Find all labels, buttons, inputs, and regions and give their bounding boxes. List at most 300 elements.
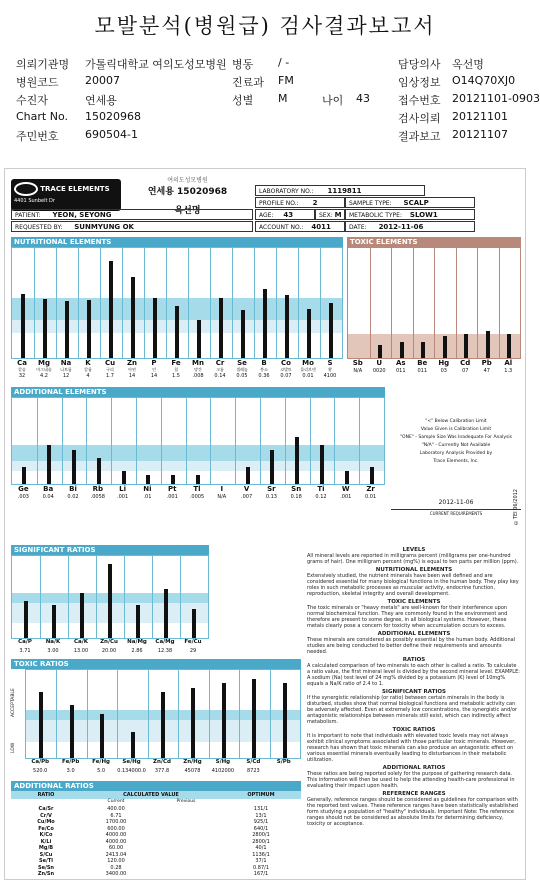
ratio-bar (136, 605, 140, 638)
element-name: 칼슘 (18, 367, 26, 372)
element-bar (295, 437, 299, 484)
ratio-label: Zn/Cu (100, 639, 118, 645)
element-symbol: Be (417, 359, 428, 367)
element-value: .001 (166, 494, 178, 500)
note-heading: ADDITIONAL RATIOS (382, 765, 446, 771)
ar-current: 2413.04 (105, 851, 127, 858)
ratio-bar (70, 705, 74, 758)
element-bar (400, 342, 404, 359)
toxic-chart (347, 247, 521, 359)
element-value: N/A (217, 494, 227, 500)
ratio-label: Na/Mg (127, 639, 147, 645)
grid-line (359, 398, 360, 484)
element-value: .0005 (189, 494, 205, 500)
element-value: 47 (483, 368, 490, 374)
element-value: 0.12 (315, 494, 327, 500)
ref-band-light (12, 461, 384, 471)
hdr-key3: 검사의뢰 (398, 112, 441, 125)
hdr-val2: FM (278, 74, 294, 87)
element-symbol: Ca (17, 359, 27, 367)
grid-line (254, 248, 255, 358)
ratio-value: 377.8 (154, 768, 170, 774)
significant-ratios-labels (11, 639, 209, 657)
grid-line (40, 556, 41, 638)
report-date (391, 499, 521, 516)
ratio-value: 13.00 (73, 648, 89, 654)
element-bar (146, 475, 150, 484)
ar-optimum: 2800/1 (252, 832, 270, 838)
element-value: .003 (17, 494, 29, 500)
element-symbol: Hg (438, 359, 450, 367)
additional-ratios-title: ADDITIONAL RATIOS (11, 781, 301, 791)
element-bar (219, 298, 223, 359)
ar-optimum: 40/1 (255, 845, 267, 851)
ar-ratio: Ca/Sr (38, 806, 54, 812)
hdr-val1: 15020968 (85, 110, 141, 123)
hdr-key1: 수진자 (16, 94, 48, 107)
legend-line: Value Given is Calibration Limit (420, 427, 492, 432)
toxic-ratios-labels (25, 759, 301, 777)
grid-line (456, 248, 457, 358)
element-symbol: Al (504, 359, 513, 367)
element-symbol: Mg (38, 359, 50, 367)
element-name: 크롬 (216, 367, 224, 372)
grid-line (122, 248, 123, 358)
grid-line (477, 248, 478, 358)
element-bar (421, 342, 425, 359)
explanation-notes (307, 545, 521, 879)
stamp-doctor: 옥선명 (174, 206, 201, 216)
element-bar (345, 471, 349, 484)
element-name: 인 (152, 367, 156, 372)
hdr-val1: 연세용 (85, 94, 117, 107)
ar-optimum: 37/1 (255, 858, 267, 864)
logo-mark-icon (14, 182, 38, 196)
ratio-label: Ca/Pb (31, 759, 50, 765)
ratio-label: S/Pb (276, 759, 291, 765)
grid-line (56, 248, 57, 358)
grid-line (178, 670, 179, 758)
element-name: 아연 (128, 367, 136, 372)
element-symbol: Pb (481, 359, 492, 367)
stamp-name: 연세용 15020968 (147, 187, 228, 197)
logo-text: TRACE ELEMENTS (40, 185, 110, 193)
element-symbol: Li (119, 485, 127, 493)
grid-line (210, 398, 211, 484)
note-text: Generally, reference ranges should be considered as guidelines for comparison with the reported test values. These reference ranges have been statistically established form studying a population of "healthy" individuals. Important Note: The reference ranges should not be considered as absolute limits for determining deficiency, toxicity or acceptance. (307, 797, 519, 827)
element-value: 1.7 (106, 373, 114, 379)
element-bar (464, 334, 468, 358)
toxic-ratios-title: TOXIC RATIOS (11, 659, 301, 669)
element-bar (196, 475, 200, 484)
element-symbol: Mn (192, 359, 204, 367)
ar-ratio: Cu/Mo (37, 819, 55, 825)
grid-line (56, 670, 57, 758)
ar-current: 400.00 (107, 806, 125, 812)
grid-line (148, 670, 149, 758)
element-symbol: K (85, 359, 91, 367)
ar-current: 0.28 (110, 864, 122, 871)
ratio-value: 8723 (246, 768, 260, 774)
ref-band (12, 445, 384, 460)
ratio-value: 20.00 (101, 648, 117, 654)
ar-current: 6.71 (110, 812, 122, 819)
stamp-hospital: 여의도성모병원 (167, 177, 208, 184)
note-text: If the synergistic relationship (or ratio) between certain minerals in the body is disturbed, studies show that normal biological functions and metabolic activity can be adversely affected. Even at extremely low concentrations, the synergistic and/or antagonistic relationships between minerals still exist, which can indirectly affect metabolism. (307, 695, 518, 725)
element-symbol: Ni (143, 485, 152, 493)
ratio-bar (131, 732, 135, 758)
element-value: 0.36 (258, 373, 270, 379)
ar-optimum: 131/1 (253, 806, 269, 812)
element-value: 011 (395, 368, 406, 374)
element-value: 4100 (323, 373, 337, 379)
element-name: 망간 (194, 367, 202, 372)
ar-optimum: 167/1 (253, 871, 269, 877)
ratio-value: 12.38 (157, 648, 173, 654)
grid-line (87, 670, 88, 758)
element-symbol: Ba (43, 485, 54, 493)
element-symbol: Sr (267, 485, 276, 493)
element-symbol: W (341, 485, 350, 493)
element-symbol: Ge (18, 485, 29, 493)
grid-line (161, 398, 162, 484)
grid-line (86, 398, 87, 484)
element-value: .01 (143, 494, 152, 500)
element-symbol: Zr (366, 485, 375, 493)
element-symbol: Rb (92, 485, 103, 493)
copyright: ©TEI 06/2012 (513, 489, 519, 526)
ratio-value: 3.0 (66, 768, 75, 774)
note-text: It is important to note that individuals with elevated toxic levels may not always exhibit clinical symptoms associated with those particular toxic minerals. However, research has shown that toxic minerals can also produce an antagonistic effect on various essential minerals eventually leading to disturbances in their metabolic utilization. (307, 733, 516, 763)
element-bar (21, 294, 25, 358)
element-symbol: U (376, 359, 383, 367)
hdr-val3: 옥선명 (452, 58, 484, 71)
element-bar (175, 306, 179, 358)
hdr-key2: 성별 (232, 94, 254, 107)
element-value: 12 (62, 373, 70, 379)
hair-analysis-report (4, 168, 526, 880)
element-symbol: Ti (317, 485, 325, 493)
element-symbol: Cd (460, 359, 471, 367)
element-name: 붕소 (260, 367, 268, 372)
element-bar (270, 450, 274, 484)
element-value: N/A (353, 368, 363, 374)
significant-ratios-title: SIGNIFICANT RATIOS (11, 545, 209, 555)
element-value: 0.01 (302, 373, 314, 379)
element-bar (378, 345, 382, 358)
element-value: 0020 (372, 368, 386, 374)
profile-box: PROFILE NO.: 2 (255, 197, 345, 208)
side-label-low: LOW (11, 742, 16, 753)
grid-line (136, 398, 137, 484)
element-value: 32 (18, 373, 26, 379)
element-name: 몰리브덴 (300, 367, 316, 372)
ar-current: 600.00 (107, 825, 125, 832)
element-bar (131, 277, 135, 358)
grid-line (520, 248, 521, 358)
grid-line (276, 248, 277, 358)
element-symbol: Bi (69, 485, 77, 493)
ar-ratio: K/Li (40, 838, 52, 845)
element-symbol: Cr (215, 359, 225, 367)
ar-head-calc: CALCULATED VALUE (81, 791, 221, 799)
grid-line (232, 248, 233, 358)
metabolic-box: METABOLIC TYPE: SLOW1 (345, 209, 475, 220)
element-value: 0.18 (290, 494, 302, 500)
ar-sub-current: Current (107, 799, 125, 804)
ar-optimum: 13/1 (255, 812, 267, 819)
requested-box: REQUESTED BY: SUNMYUNG OK (11, 221, 253, 232)
ar-optimum: 925/1 (253, 819, 269, 825)
note-heading: LEVELS (402, 547, 426, 553)
hdr-val1: 20007 (85, 74, 120, 87)
ar-ratio: Se/Tl (39, 858, 53, 864)
ar-current: 120.00 (107, 858, 125, 864)
lab-no-box: LABORATORY NO.: 1119811 (255, 185, 425, 196)
note-heading: REFERENCE RANGES (382, 791, 446, 797)
hdr-key2: 병동 (232, 58, 254, 71)
grid-line (166, 248, 167, 358)
element-value: 0.01 (365, 494, 377, 500)
grid-line (117, 670, 118, 758)
ratio-label: S/Cd (246, 759, 261, 765)
grid-line (62, 398, 63, 484)
element-value: 4 (86, 373, 90, 379)
hdr-val2b: 43 (356, 92, 370, 105)
note-heading: RATIOS (402, 657, 426, 663)
ratio-bar (161, 692, 165, 758)
account-box: ACCOUNT NO.: 4011 (255, 221, 345, 232)
grid-line (111, 398, 112, 484)
element-bar (97, 458, 101, 484)
toxic-ratio-side (11, 669, 23, 759)
element-value: 03 (440, 368, 447, 374)
element-symbol: P (151, 359, 157, 367)
significant-ratios-chart (11, 555, 209, 639)
ratio-label: Ca/Mg (155, 639, 175, 645)
note-heading: TOXIC RATIOS (392, 727, 436, 733)
ar-sub-previous: Previous (176, 799, 196, 804)
grid-line (210, 248, 211, 358)
element-bar (329, 303, 333, 358)
hdr-val1: 가톨릭대학교 여의도성모병원 (85, 58, 227, 71)
grid-line (434, 248, 435, 358)
ratio-label: Se/Hg (122, 759, 141, 765)
legend-line: "N/A" - Currently Not Available (421, 443, 491, 448)
grid-line (78, 248, 79, 358)
element-bar (171, 475, 175, 484)
grid-line (384, 398, 385, 484)
element-value: .008 (192, 373, 204, 379)
grid-line (186, 398, 187, 484)
ar-ratio: Zn/Sn (37, 871, 55, 877)
legend-notes (391, 419, 521, 467)
ratio-value: 0.134000.0 (117, 768, 146, 774)
grid-line (320, 248, 321, 358)
element-value: 0.04 (42, 494, 54, 500)
ratio-label: Zn/Cd (153, 759, 171, 765)
ratio-bar (283, 683, 287, 758)
ratio-bar (252, 679, 256, 758)
element-symbol: Tl (193, 485, 201, 493)
ratio-bar (24, 601, 28, 638)
element-bar (507, 334, 511, 358)
element-name: 철 (174, 367, 178, 372)
ratio-value: 3.71 (19, 648, 31, 654)
element-bar (320, 445, 324, 484)
grid-line (188, 248, 189, 358)
element-symbol: Co (281, 359, 291, 367)
ratio-bar (191, 688, 195, 758)
ratio-label: Ca/P (18, 639, 32, 645)
element-name: 나트륨 (60, 367, 72, 372)
hdr-key1: 의뢰기관명 (16, 58, 70, 71)
element-value: 1.5 (172, 373, 180, 379)
hdr-key1: 병원코드 (16, 76, 59, 89)
element-bar (197, 320, 201, 359)
hdr-key1: Chart No. (16, 110, 68, 123)
element-value: .001 (340, 494, 352, 500)
ratio-value: 4102000 (211, 768, 235, 774)
ratio-bar (222, 683, 226, 758)
hdr-key3: 담당의사 (398, 58, 441, 71)
element-name: 황 (328, 367, 332, 372)
element-bar (307, 309, 311, 359)
ar-optimum: 640/1 (253, 825, 269, 832)
ar-current: 3400.00 (105, 871, 127, 877)
element-value: 1.3 (504, 368, 513, 374)
ar-head-ratio: RATIO (11, 791, 81, 799)
trace-elements-logo (11, 179, 121, 211)
age-box: AGE: 43 (255, 209, 315, 220)
ar-ratio: Cr/V (40, 812, 52, 819)
ar-current: 4000.00 (105, 838, 127, 845)
hdr-key3: 결과보고 (398, 130, 441, 143)
element-name: 마그네슘 (36, 367, 52, 372)
element-symbol: As (395, 359, 406, 367)
element-name: 셀레늄 (236, 367, 248, 372)
legend-line: Laboratory Analysis Provided by (419, 451, 493, 456)
element-symbol: B (261, 359, 267, 367)
element-symbol: V (243, 485, 250, 493)
ratio-label: Na/K (45, 639, 61, 645)
element-bar (246, 467, 250, 484)
hdr-key3: 접수번호 (398, 94, 441, 107)
element-bar (263, 289, 267, 358)
logo-address: 4401 Sunbelt Dr (14, 198, 55, 204)
note-text: A calculated comparison of two minerals to each other is called a ratio. To calculate a ratio value, the first mineral level is divided by the second mineral level. EXAMPLE: A sodium (Na) test level of 24 mg% divided by a potassium (K) level of 10mg% equals a Na/K ratio of 2.4 to 1. (307, 663, 520, 687)
ratio-value: 5.0 (97, 768, 106, 774)
grid-line (100, 248, 101, 358)
grid-line (124, 556, 125, 638)
grid-line (270, 670, 271, 758)
additional-ratios-table (11, 791, 301, 879)
sex-box: SEX: M (315, 209, 345, 220)
ar-ratio: S/Cu (39, 851, 53, 858)
ar-ratio: Mg/B (38, 845, 54, 851)
grid-line (391, 248, 392, 358)
element-name: 코발트 (280, 367, 292, 372)
grid-line (370, 248, 371, 358)
element-value: 0.14 (214, 373, 226, 379)
element-value: 4.2 (40, 373, 48, 379)
element-value: 14 (128, 373, 136, 379)
grid-line (413, 248, 414, 358)
legend-line: "<" Below Calibration Limit (425, 419, 487, 424)
element-symbol: Cu (104, 359, 116, 367)
grid-line (260, 398, 261, 484)
element-symbol: S (327, 359, 333, 367)
nutritional-title: NUTRITIONAL ELEMENTS (11, 237, 343, 247)
ar-current: 1700.00 (105, 819, 127, 825)
grid-line (235, 398, 236, 484)
element-bar (241, 310, 245, 358)
note-text: These ratios are being reported solely for the purpose of gathering research data. This information will then be used to help the attending health-care professional in evaluating their impact upon health. (307, 771, 515, 789)
grid-line (37, 398, 38, 484)
element-symbol: Na (60, 359, 72, 367)
nutritional-labels (11, 359, 343, 381)
grid-line (209, 670, 210, 758)
grid-line (96, 556, 97, 638)
hdr-val3: 20121101 (452, 110, 508, 123)
ratio-bar (100, 714, 104, 758)
element-value: 0.05 (236, 373, 248, 379)
element-bar (122, 471, 126, 484)
note-heading: TOXIC ELEMENTS (387, 599, 441, 605)
ratio-value: 29 (189, 648, 197, 654)
grid-line (342, 248, 343, 358)
grid-line (208, 556, 209, 638)
element-bar (43, 299, 47, 358)
element-bar (109, 261, 113, 358)
patient-box: PATIENT: YEON, SEYONG (11, 209, 253, 220)
ratio-label: S/Hg (215, 759, 231, 765)
report-date-value: 2012-11-06 (438, 499, 474, 506)
element-symbol: I (220, 485, 224, 493)
element-value: 0.13 (265, 494, 277, 500)
additional-labels (11, 485, 385, 505)
grid-line (239, 670, 240, 758)
element-symbol: Pt (167, 485, 177, 493)
grid-line (334, 398, 335, 484)
note-heading: ADDITIONAL ELEMENTS (377, 631, 451, 637)
element-symbol: Fe (171, 359, 181, 367)
element-name: 구리 (106, 367, 114, 372)
ratio-label: Zn/Hg (183, 759, 202, 765)
element-bar (87, 300, 91, 358)
note-heading: SIGNIFICANT RATIOS (381, 689, 447, 695)
element-value: 011 (417, 368, 428, 374)
ratio-bar (52, 605, 56, 638)
note-text: The toxic minerals or "heavy metals" are well-known for their interference upon normal biochemical function. They are commonly found in the environment and therefore are present to some degree, in all biological systems. However, these metals clearly pose a concern for toxicity when accumulation occurs to excess. (307, 605, 508, 629)
legend-line: "ONE" - Sample Size Was Inadequate For Analysis (399, 435, 513, 440)
nutritional-chart (11, 247, 343, 359)
toxic-labels (347, 359, 521, 381)
current-reqs-label: CURRENT REQUIREMENTS (391, 509, 521, 516)
date-box: DATE: 2012-11-06 (345, 221, 475, 232)
ar-ratio: Se/Sn (38, 864, 54, 871)
ar-current: 4000.00 (105, 832, 127, 838)
element-bar (47, 445, 51, 484)
element-bar (486, 331, 490, 359)
grid-line (499, 248, 500, 358)
ratio-label: Ca/K (73, 639, 89, 645)
ratio-value: 45078 (184, 768, 201, 774)
toxic-ratios-chart (25, 669, 301, 759)
ar-current: 60.00 (108, 845, 124, 851)
element-bar (72, 450, 76, 484)
legend-line: Trace Elements, Inc. (433, 459, 479, 464)
